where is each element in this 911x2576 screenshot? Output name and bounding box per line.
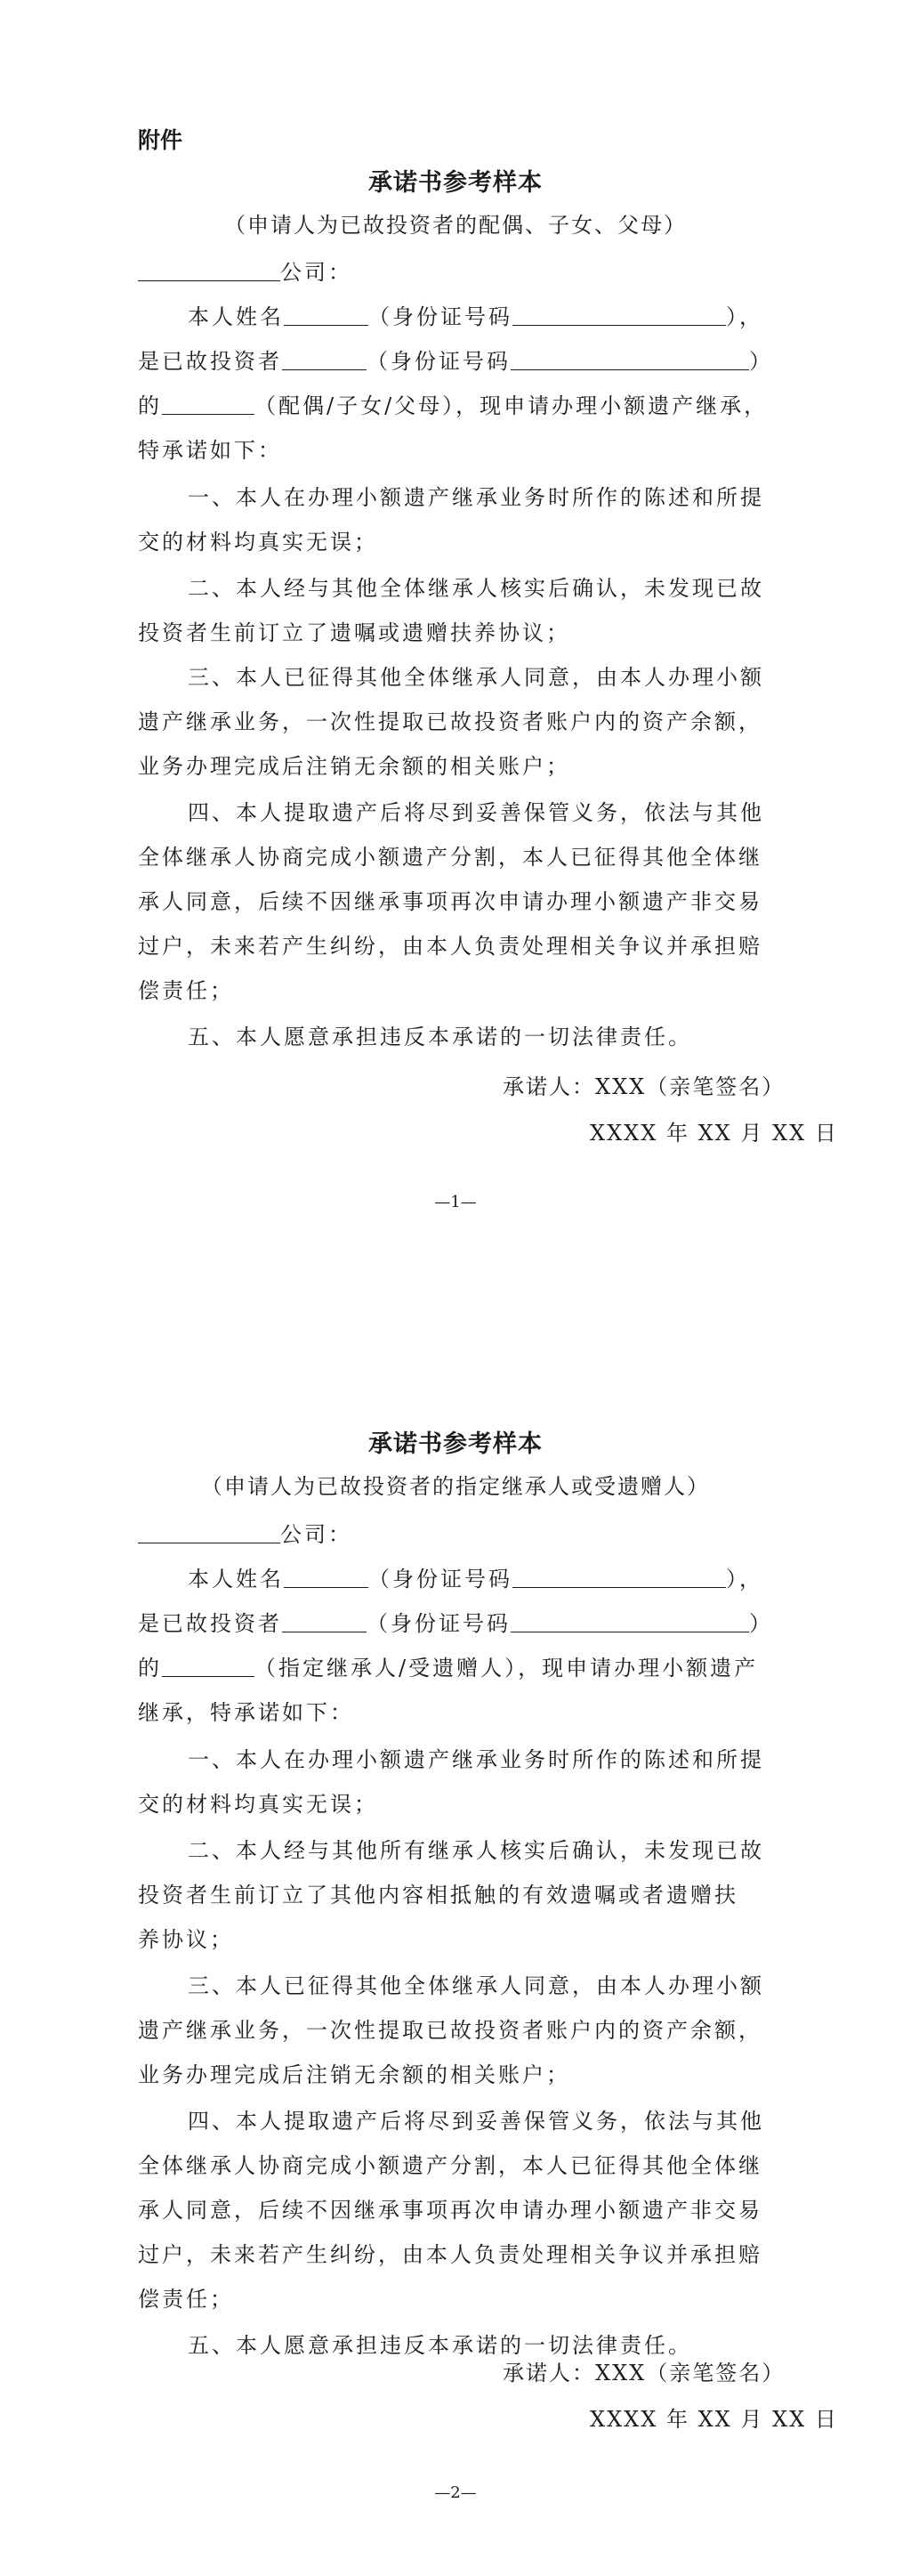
paragraph-line: 投资者生前订立了遗嘱或遗赠扶养协议； — [138, 620, 570, 645]
paragraph-line: 交的材料均真实无误； — [138, 530, 378, 555]
line-end: ）， — [726, 304, 763, 329]
name-blank — [284, 305, 368, 326]
paragraph-line: 业务办理完成后注销无余额的相关账户； — [138, 2062, 570, 2087]
signer-line: 承诺人：XXX（亲笔签名） — [503, 2361, 786, 2386]
page-subtitle: （申请人为已故投资者的指定继承人或受遗赠人） — [201, 1474, 710, 1499]
company-suffix: 公司： — [280, 1522, 352, 1547]
paragraph-line: 偿责任； — [138, 2287, 234, 2312]
paragraph-line: 特承诺如下： — [138, 438, 282, 463]
paragraph-line: 五、本人愿意承担违反本承诺的一切法律责任。 — [188, 2333, 692, 2358]
page-subtitle: （申请人为已故投资者的配偶、子女、父母） — [224, 213, 687, 238]
paragraph-line: 偿责任； — [138, 978, 234, 1003]
attachment-label: 附件 — [138, 127, 183, 153]
paragraph-line: 承人同意，后续不因继承事项再次申请办理小额遗产非交易 — [138, 889, 762, 914]
id-number-blank — [512, 305, 726, 326]
paragraph-line: 养协议； — [138, 1927, 234, 1952]
paragraph-line: 承人同意，后续不因继承事项再次申请办理小额遗产非交易 — [138, 2198, 762, 2223]
paragraph-line: 过户，未来若产生纠纷，由本人负责处理相关争议并承担赔 — [138, 2242, 762, 2267]
paragraph-line: 三、本人已征得其他全体继承人同意，由本人办理小额 — [188, 1973, 764, 1998]
paragraph-line: 三、本人已征得其他全体继承人同意，由本人办理小额 — [188, 665, 764, 690]
deceased-id-blank — [511, 350, 749, 370]
company-blank — [138, 261, 280, 281]
paragraph-line: 全体继承人协商完成小额遗产分割，本人已征得其他全体继 — [138, 845, 762, 870]
paragraph-line: 遗产继承业务，一次性提取已故投资者账户内的资产余额， — [138, 2018, 762, 2043]
deceased-line — [138, 344, 773, 375]
name-line — [188, 1561, 763, 1592]
line-end: ） — [749, 349, 773, 374]
company-line — [138, 255, 352, 286]
page-number: —1— — [434, 1193, 477, 1211]
relation-blank — [162, 1657, 254, 1677]
relation-blank — [162, 394, 254, 415]
signer-line: 承诺人：XXX（亲笔签名） — [503, 1074, 786, 1099]
paragraph-line: 一、本人在办理小额遗产继承业务时所作的陈述和所提 — [188, 485, 764, 510]
relation-start: 的 — [138, 393, 162, 418]
paragraph-line: 交的材料均真实无误； — [138, 1792, 378, 1817]
id-label: （身份证号码 — [367, 349, 511, 374]
relation-text: （指定继承人/受遗赠人），现申请办理小额遗产 — [254, 1656, 759, 1681]
id-label: （身份证号码 — [367, 1611, 511, 1636]
deceased-name-blank — [282, 1612, 367, 1632]
line-end: ） — [749, 1611, 773, 1636]
id-number-blank — [512, 1567, 726, 1588]
relation-line — [138, 388, 768, 419]
date-line: XXXX 年 XX 月 XX 日 — [590, 2407, 838, 2432]
relation-line — [138, 1650, 758, 1681]
paragraph-line: 投资者生前订立了其他内容相抵触的有效遗嘱或者遗赠扶 — [138, 1883, 738, 1908]
deceased-label: 是已故投资者 — [138, 349, 282, 374]
deceased-id-blank — [511, 1612, 749, 1632]
name-line — [188, 299, 763, 330]
paragraph-line: 二、本人经与其他全体继承人核实后确认，未发现已故 — [188, 576, 764, 601]
line-end: ）， — [726, 1567, 763, 1592]
paragraph-line: 一、本人在办理小额遗产继承业务时所作的陈述和所提 — [188, 1747, 764, 1772]
paragraph-line: 业务办理完成后注销无余额的相关账户； — [138, 754, 570, 779]
paragraph-line: 全体继承人协商完成小额遗产分割，本人已征得其他全体继 — [138, 2153, 762, 2178]
page-title: 承诺书参考样本 — [368, 1430, 543, 1458]
company-suffix: 公司： — [280, 260, 352, 285]
paragraph-line: 五、本人愿意承担违反本承诺的一切法律责任。 — [188, 1025, 692, 1049]
relation-text: （配偶/子女/父母），现申请办理小额遗产继承， — [254, 393, 769, 418]
paragraph-line: 四、本人提取遗产后将尽到妥善保管义务，依法与其他 — [188, 2109, 764, 2134]
page-number: —2— — [434, 2483, 477, 2502]
date-line: XXXX 年 XX 月 XX 日 — [590, 1121, 838, 1146]
paragraph-line: 二、本人经与其他所有继承人核实后确认，未发现已故 — [188, 1838, 764, 1863]
paragraph-line: 继承，特承诺如下： — [138, 1700, 354, 1725]
document-page-2 — [0, 1288, 911, 2576]
page-title: 承诺书参考样本 — [368, 169, 543, 197]
name-label: 本人姓名 — [188, 304, 284, 329]
id-label: （身份证号码 — [368, 1567, 512, 1592]
paragraph-line: 过户，未来若产生纠纷，由本人负责处理相关争议并承担赔 — [138, 934, 762, 959]
company-blank — [138, 1523, 280, 1543]
id-label: （身份证号码 — [368, 304, 512, 329]
deceased-line — [138, 1606, 773, 1637]
company-line — [138, 1517, 352, 1548]
name-label: 本人姓名 — [188, 1567, 284, 1592]
paragraph-line: 四、本人提取遗产后将尽到妥善保管义务，依法与其他 — [188, 800, 764, 825]
paragraph-line: 遗产继承业务，一次性提取已故投资者账户内的资产余额， — [138, 709, 762, 734]
deceased-name-blank — [282, 350, 367, 370]
deceased-label: 是已故投资者 — [138, 1611, 282, 1636]
name-blank — [284, 1567, 368, 1588]
relation-start: 的 — [138, 1656, 162, 1681]
